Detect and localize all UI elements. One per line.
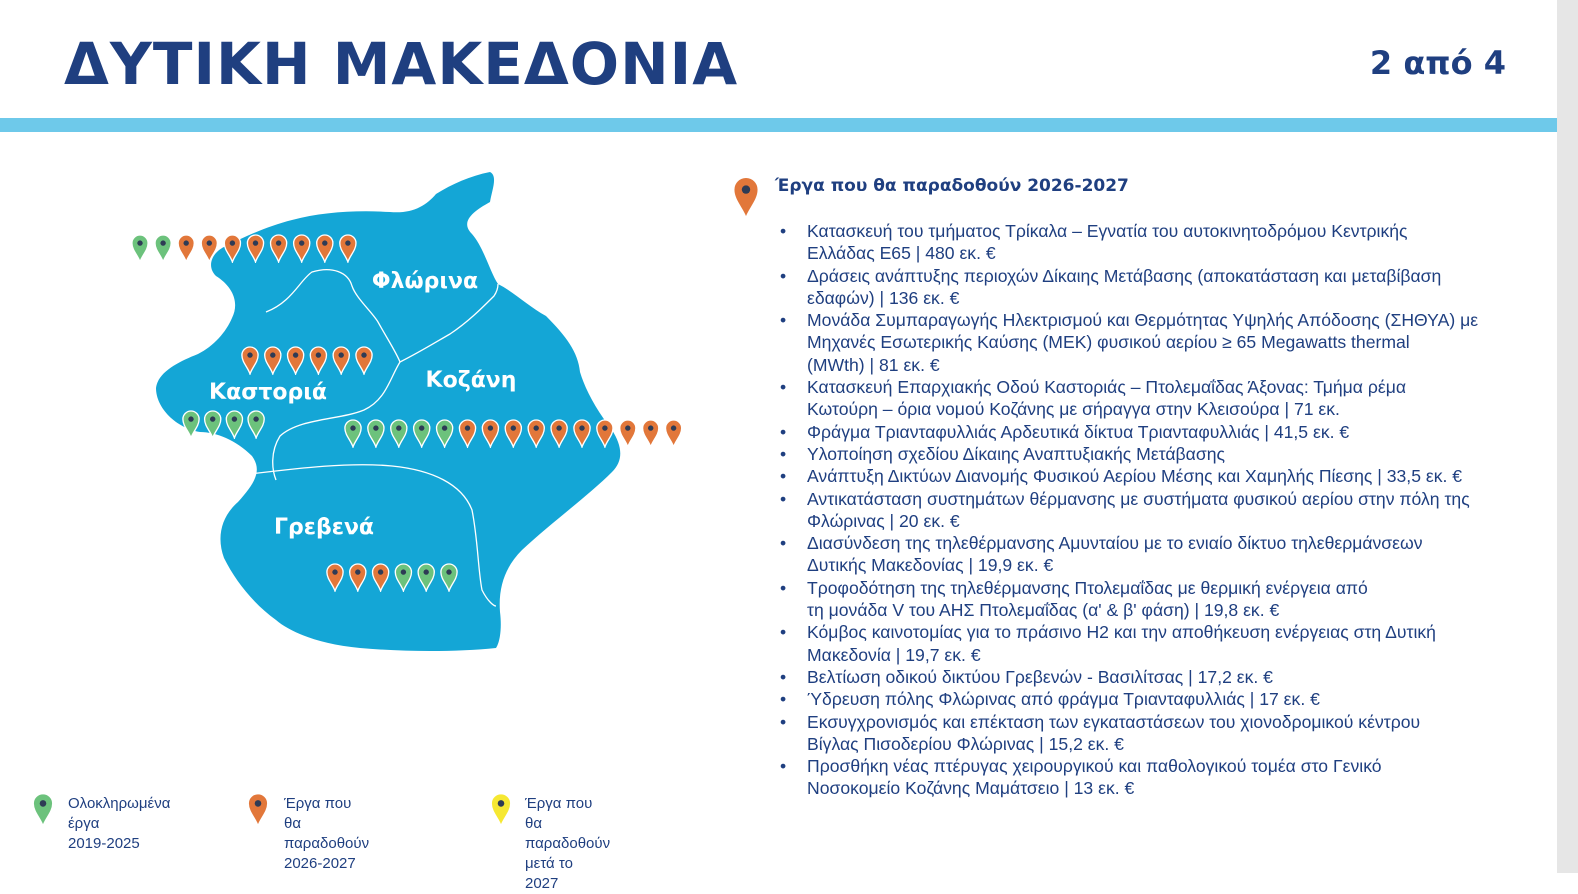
project-item-line: Δυτικής Μακεδονίας | 19,9 εκ. € [807,555,1054,576]
project-item-line: Μακεδονία | 19,7 εκ. € [807,644,981,665]
project-item [780,755,1510,800]
project-item-line: Φλώρινας | 20 εκ. € [807,510,960,531]
project-item [780,711,1510,756]
region-label-kastoria: Καστοριά [209,380,327,405]
project-item-line: Βίγλας Πισοδερίου Φλώρινας | 15,2 εκ. € [807,733,1124,754]
map-pin-orange-icon [178,235,194,262]
project-item [780,666,1510,688]
legend-label-line2: 2026-2027 [284,855,356,872]
project-item-line: τη μονάδα V του ΑΗΣ Πτολεμαΐδας (α' & β' φάση) | 19,8 εκ. € [807,600,1280,621]
project-item-line: • Υλοποίηση σχεδίου Δίκαιης Αναπτυξιακής Μετάβασης [807,443,1225,464]
project-item [780,621,1510,666]
project-item-line: • Φράγμα Τριανταφυλλιάς Αρδευτικά δίκτυα Τριανταφυλλιάς | 41,5 εκ. € [807,421,1350,442]
region-label-kozani: Κοζάνη [425,368,517,393]
project-item-line: Ελλάδας Ε65 | 480 εκ. € [807,243,996,264]
project-item-line: • Μονάδα Συμπαραγωγής Ηλεκτρισμού και Θερμότητας Υψηλής Απόδοσης (ΣΗΘΥΑ) με [807,310,1479,331]
legend-label-line1: Έργα που θα παραδοθούν [525,795,611,852]
project-item [780,443,1510,465]
project-item-line: • Κόμβος καινοτομίας για το πράσινο Η2 και την αποθήκευση ενέργειας στη Δυτική [807,622,1436,643]
map-pin-orange-icon [247,792,269,828]
project-item-line: • Ύδρευση πόλης Φλώρινας από φράγμα Τριανταφυλλιάς | 17 εκ. € [807,689,1320,710]
project-item [780,309,1510,376]
map-pin-green-icon [183,411,199,438]
region-label-grevena: Γρεβενά [273,515,375,540]
project-item-line: • Προσθήκη νέας πτέρυγας χειρουργικού και παθολογικού τομέα στο Γενικό [807,756,1382,777]
project-item [780,265,1510,310]
project-item-line: • Διασύνδεση της τηλεθέρμανσης Αμυνταίου με το ενιαίο δίκτυο τηλεθερμάνσεων [807,533,1423,554]
project-item-line: • Εκσυγχρονισμός και επέκταση των εγκαταστάσεων του χιονοδρομικού κέντρου [807,711,1421,732]
project-item-line: Μηχανές Εσωτερικής Καύσης (ΜΕΚ) φυσικού αερίου ≥ 65 Megawatts thermal [807,332,1410,353]
project-item-line: • Ανάπτυξη Δικτύων Διανομής Φυσικού Αερίου Μέσης και Χαμηλής Πίεσης | 33,5 εκ. € [807,466,1463,487]
project-item [780,688,1510,710]
project-item [780,421,1510,443]
map-pin-green-icon [32,792,54,828]
legend-label-line1: Ολοκληρωμένα έργα [68,795,171,832]
project-item-line: • Αντικατάσταση συστημάτων θέρμανσης με συστήματα φυσικού αερίου στην πόλη της [807,488,1470,509]
region-map [120,165,700,665]
project-item-line: • Κατασκευή του τμήματος Τρίκαλα – Εγνατία του αυτοκινητοδρόμου Κεντρικής [807,221,1408,241]
project-item-line: (MWth) | 81 εκ. € [807,354,940,375]
project-item-line: • Δράσεις ανάπτυξης περιοχών Δίκαιης Μετάβασης (αποκατάσταση και μεταβίβαση [807,265,1442,286]
project-item-line: • Τροφοδότηση της τηλεθέρμανσης Πτολεμαΐδας με θερμική ενέργεια από [807,577,1368,598]
map-pin-orange-icon [620,420,636,447]
project-item [780,532,1510,577]
projects-list [780,220,1510,800]
right-edge-strip [1557,0,1578,873]
project-item-line: Νοσοκομείο Κοζάνης Μαμάτσειο | 13 εκ. € [807,778,1135,799]
project-item-line: Κωτούρη – όρια νομού Κοζάνης με σήραγγα στην Κλεισούρα | 71 εκ. [807,399,1340,420]
legend-label-line2: 2019-2025 [68,835,140,852]
projects-title: Έργα που θα παραδοθούν 2026-2027 [775,176,1129,196]
map-pin-orange-icon [666,420,682,447]
project-item [780,465,1510,487]
project-item [780,488,1510,533]
page-title: ΔΥΤΙΚΗ ΜΑΚΕΔΟΝΙΑ [64,30,739,98]
header-accent-bar [0,118,1557,132]
project-item-line: • Κατασκευή Επαρχιακής Οδού Καστοριάς – Πτολεμαΐδας Άξονας: Τμήμα ρέμα [807,377,1407,398]
legend-label-line1: Έργα που θα παραδοθούν [284,795,370,852]
project-item-line: εδαφών) | 136 εκ. € [807,287,960,308]
map-pin-green-icon [155,235,171,262]
page-indicator: 2 από 4 [1369,44,1506,82]
legend-label-line2: μετά το 2027 [525,855,573,892]
project-item [780,577,1510,622]
region-label-florina: Φλώρινα [371,269,479,294]
map-pin-green-icon [132,235,148,262]
project-item [780,220,1510,265]
map-pin-orange-icon [732,175,760,221]
project-item-line: • Βελτίωση οδικού δικτύου Γρεβενών - Βασιλίτσας | 17,2 εκ. € [807,666,1273,687]
map-pin-orange-icon [643,420,659,447]
map-pin-yellow-icon [490,792,512,828]
project-item [780,376,1510,421]
